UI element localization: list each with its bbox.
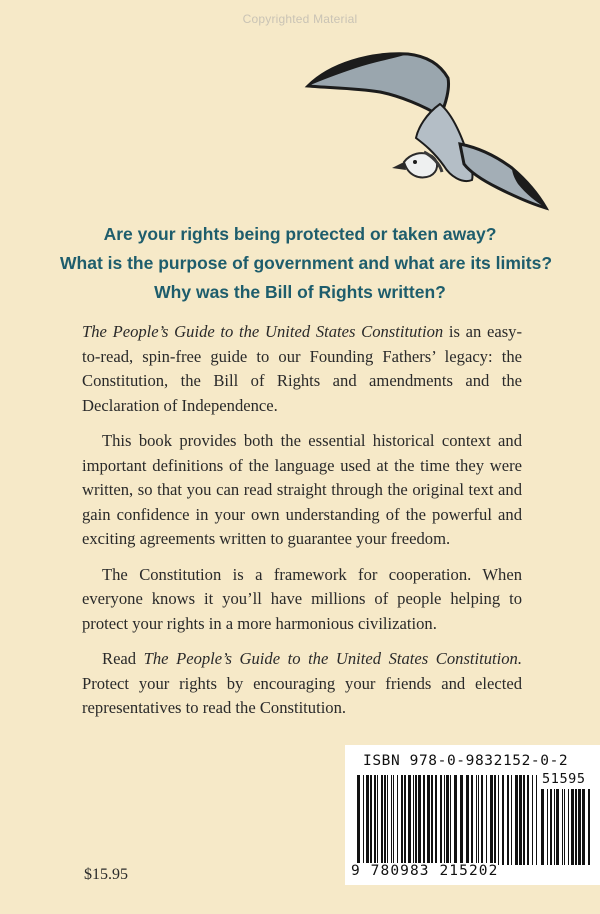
isbn-barcode: [345, 745, 600, 885]
price-code: 51595: [542, 771, 586, 787]
barcode-bar: [450, 775, 451, 865]
description-paragraph-2: This book provides both the essential historical context and important definitions of the language used at the time they were written, so that you can read straight through the original text and gain confidence in your own understanding of the powerful and exciting agreements written to guarantee your freedom.: [82, 431, 522, 548]
barcode-bar: [547, 789, 548, 865]
barcode-bar: [571, 789, 574, 865]
paragraph-text: Read: [102, 649, 144, 668]
barcode-bar: [377, 775, 378, 865]
barcode-bar: [502, 775, 504, 865]
book-title: The People’s Guide to the United States Constitution.: [143, 649, 522, 668]
barcode-bar: [423, 775, 425, 865]
barcode-bar: [562, 789, 563, 865]
barcode-bar: [476, 775, 477, 865]
barcode-bar: [384, 775, 386, 865]
barcode-bar: [374, 775, 376, 865]
description-paragraph-1: [82, 320, 522, 418]
question-line: What is the purpose of government and what are its limits?: [60, 253, 553, 273]
barcode-bar: [387, 775, 388, 865]
bird-left-wing: [308, 54, 449, 116]
barcode-bar: [381, 775, 383, 865]
barcode-bar: [507, 775, 509, 865]
barcode-bar: [363, 775, 364, 865]
barcode-bar: [588, 789, 590, 865]
barcode-bar: [471, 775, 473, 865]
barcode-bar: [532, 775, 533, 865]
paragraph-text: Protect your rights by encouraging your friends and elected representatives to read the Constitution.: [82, 673, 522, 717]
book-price: $15.95: [84, 866, 128, 883]
seagull-illustration: [300, 44, 552, 216]
description-paragraph-3: The Constitution is a framework for cooperation. When everyone knows it you’ll have millions of people helping to protect your rights in a more harmonious civilization.: [82, 564, 522, 633]
barcode-bar: [401, 775, 403, 865]
barcode-bar: [391, 775, 392, 865]
barcode-bar: [431, 775, 433, 865]
question-line: Why was the Bill of Rights written?: [154, 282, 446, 302]
barcode-bar: [440, 775, 442, 865]
barcode-bar: [435, 775, 437, 865]
barcode-bar: [515, 775, 518, 865]
barcode-bar: [498, 775, 499, 865]
barcode-bar: [408, 775, 411, 865]
barcode-bar: [444, 775, 445, 865]
barcode-bar: [454, 775, 457, 865]
barcode-bar: [519, 775, 522, 865]
description-paragraph-4: [82, 647, 522, 721]
barcode-bar: [393, 775, 394, 865]
barcode-bar: [486, 775, 487, 865]
barcode-bar: [494, 775, 496, 865]
barcode-bar: [541, 789, 544, 865]
ean-bars: [357, 775, 539, 865]
paragraph-text: is an easy-to-read, spin-free guide to our Founding Fathers’ legacy: the Constitution, the Bill of Rights and amendments and the Declaration of Independence.: [82, 322, 523, 415]
book-description: [82, 320, 522, 732]
barcode-bar: [478, 775, 479, 865]
isbn-number: ISBN 978-0-9832152-0-2: [363, 753, 569, 769]
barcode-bar: [568, 789, 569, 865]
barcode-bar: [556, 789, 559, 865]
barcode-bar: [554, 789, 555, 865]
barcode-bar: [536, 775, 537, 865]
ean-digits: 9 780983 215202: [351, 863, 499, 879]
barcode-bar: [466, 775, 469, 865]
barcode-bar: [511, 775, 512, 865]
barcode-bar: [427, 775, 430, 865]
barcode-bar: [527, 775, 529, 865]
barcode-bar: [582, 789, 585, 865]
barcode-bar: [397, 775, 398, 865]
barcode-bar: [357, 775, 360, 865]
barcode-bar: [460, 775, 463, 865]
barcode-bar: [366, 775, 369, 865]
book-title: The People’s Guide to the United States Constitution: [82, 322, 444, 341]
barcode-bar: [404, 775, 406, 865]
barcode-bar: [578, 789, 581, 865]
question-line: Are your rights being protected or taken away?: [103, 224, 497, 244]
barcode-bar: [413, 775, 414, 865]
addon-bars: [541, 789, 593, 865]
barcode-bar: [418, 775, 421, 865]
barcode-bar: [523, 775, 525, 865]
key-questions: [60, 220, 553, 307]
barcode-bar: [550, 789, 552, 865]
barcode-bar: [415, 775, 417, 865]
barcode-bar: [575, 789, 577, 865]
barcode-bar: [370, 775, 372, 865]
barcode-bar: [446, 775, 449, 865]
barcode-bar: [564, 789, 565, 865]
barcode-bar: [490, 775, 493, 865]
barcode-bar: [481, 775, 483, 865]
copyright-watermark: Copyrighted Material: [242, 12, 358, 26]
